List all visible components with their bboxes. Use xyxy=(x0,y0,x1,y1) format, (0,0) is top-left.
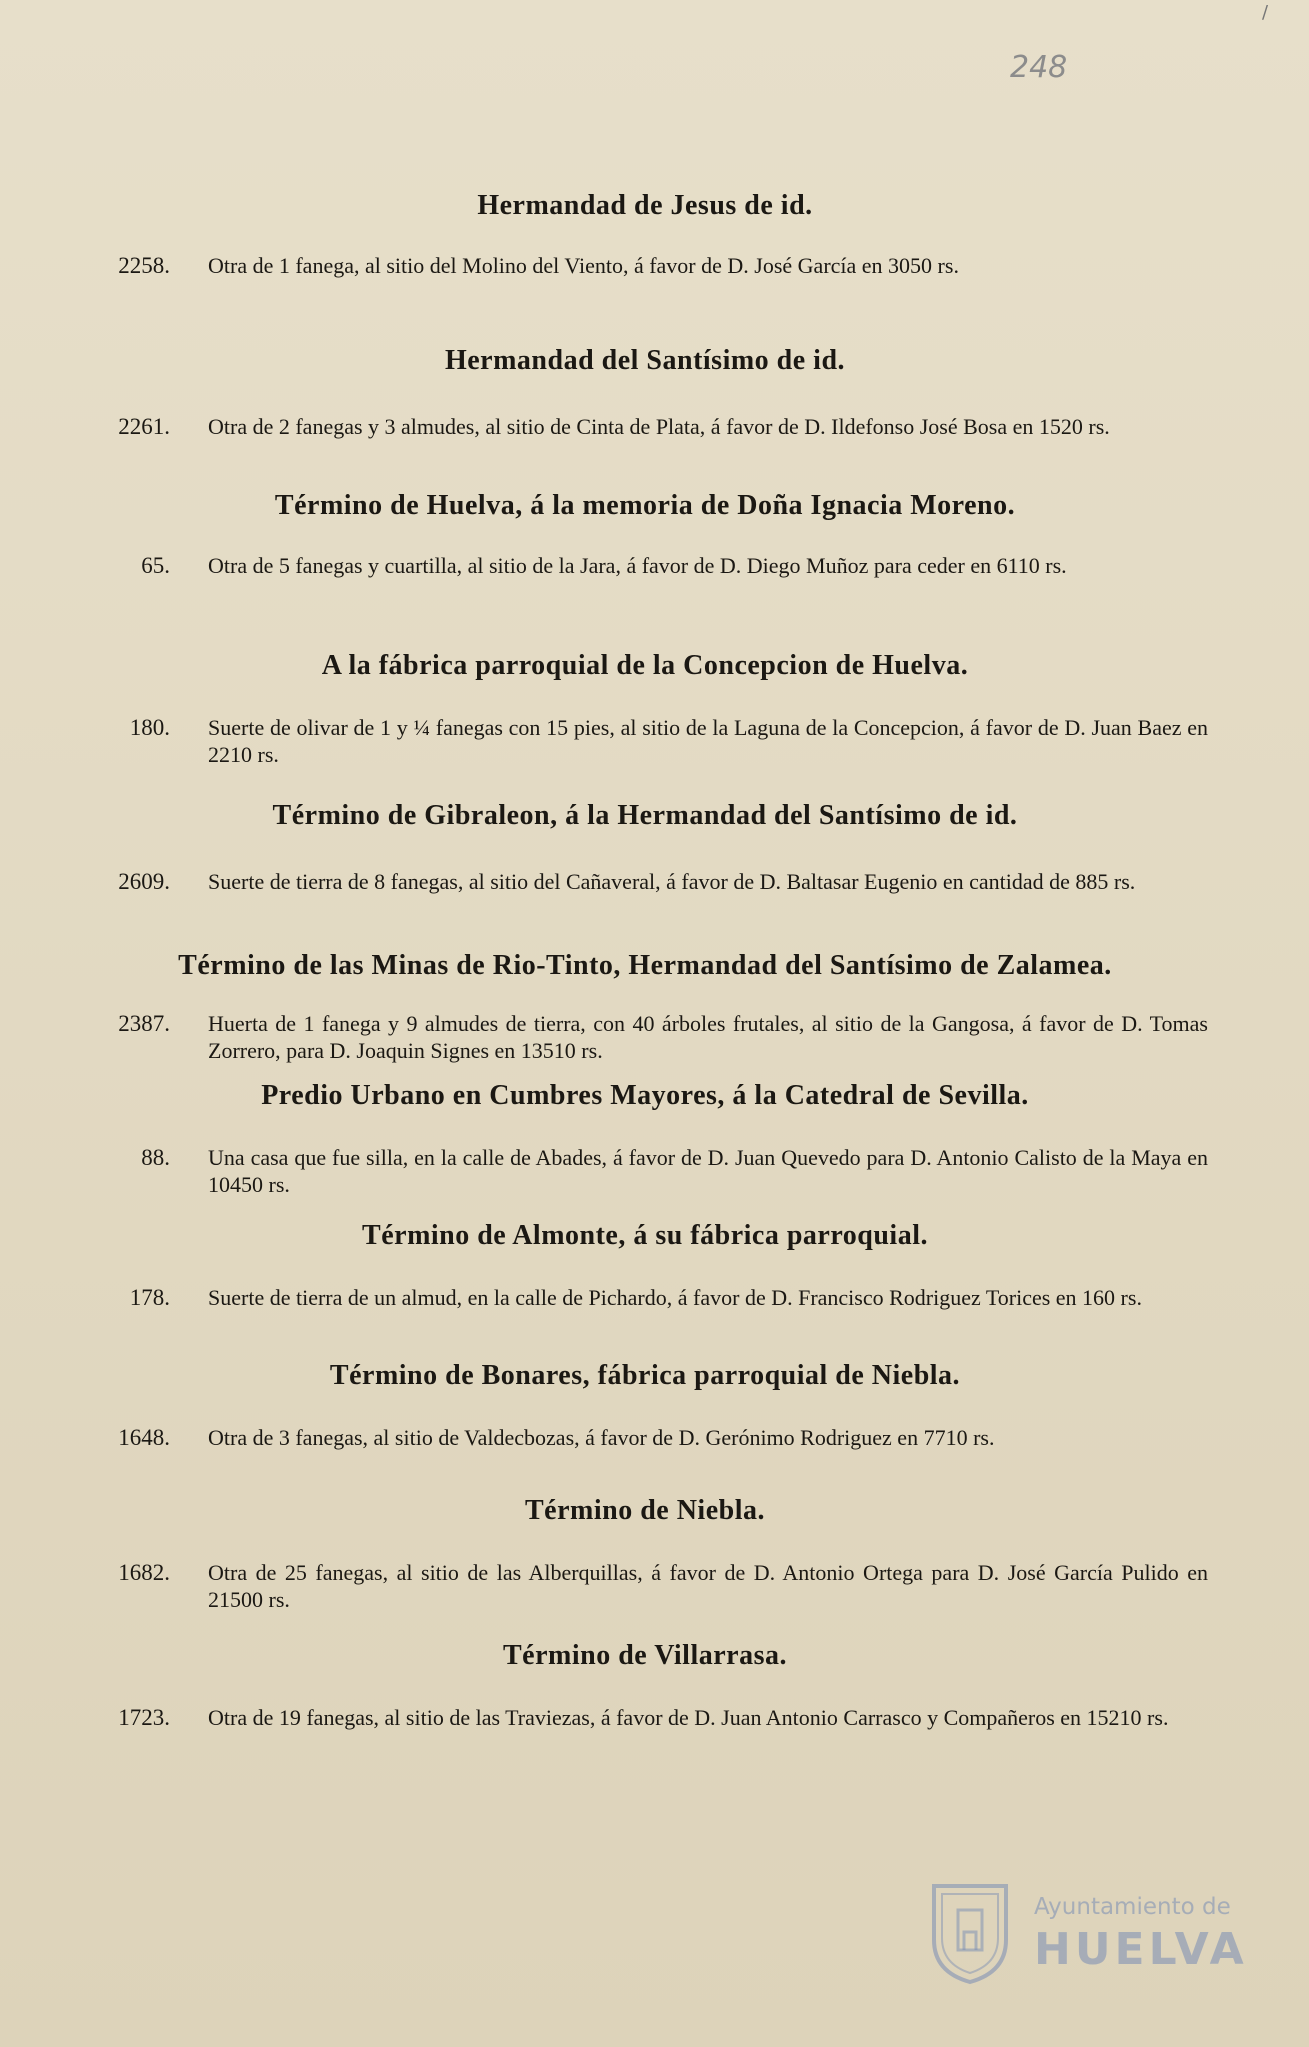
section-heading: A la fábrica parroquial de la Concepcion de Huelva. xyxy=(321,650,969,681)
entry-number: 178. xyxy=(129,1285,170,1310)
list-item xyxy=(80,1424,1208,1451)
section-heading: Hermandad de Jesus de id. xyxy=(477,190,813,221)
section-heading: Hermandad del Santísimo de id. xyxy=(444,345,846,376)
list-item xyxy=(80,714,1208,768)
entry-number: 2387. xyxy=(118,1011,170,1036)
entry-number: 2609. xyxy=(118,869,170,894)
entry-number: 1648. xyxy=(118,1425,170,1450)
entry-text: Suerte de tierra de un almud, en la calle de Pichardo, á favor de D. Francisco Rodriguez Torices en 160 rs. xyxy=(208,1285,1142,1310)
list-item xyxy=(80,1704,1208,1731)
list-item xyxy=(80,1010,1208,1064)
city-shield-icon xyxy=(928,1880,1012,1986)
watermark-line2: HUELVA xyxy=(1034,1924,1248,1975)
folio-number: 248 xyxy=(1010,50,1068,85)
entry-text: Otra de 19 fanegas, al sitio de las Traviezas, á favor de D. Juan Antonio Carrasco y Compañeros en 15210 rs. xyxy=(208,1705,1169,1730)
entry-text: Suerte de tierra de 8 fanegas, al sitio del Cañaveral, á favor de D. Baltasar Eugenio en cantidad de 885 rs. xyxy=(208,869,1136,894)
entry-number: 180. xyxy=(129,715,170,740)
section-heading: Término de las Minas de Rio-Tinto, Hermandad del Santísimo de Zalamea. xyxy=(178,950,1112,981)
entry-text: Otra de 1 fanega, al sitio del Molino del Viento, á favor de D. José García en 3050 rs. xyxy=(208,253,959,278)
section-heading: Término de Almonte, á su fábrica parroquial. xyxy=(362,1220,928,1251)
entry-number: 65. xyxy=(141,553,170,578)
entry-text: Una casa que fue silla, en la calle de Abades, á favor de D. Juan Quevedo para D. Antonio Calisto de la Maya en 10450 rs. xyxy=(208,1145,1208,1197)
watermark-line1: Ayuntamiento de xyxy=(1034,1894,1231,1920)
entry-text: Otra de 2 fanegas y 3 almudes, al sitio de Cinta de Plata, á favor de D. Ildefonso José Bosa en 1520 rs. xyxy=(208,414,1110,439)
entry-number: 88. xyxy=(141,1145,170,1170)
entry-text: Suerte de olivar de 1 y ¼ fanegas con 15 pies, al sitio de la Laguna de la Concepcion, á favor de D. Juan Baez en 2210 rs. xyxy=(208,715,1208,767)
list-item xyxy=(80,413,1208,440)
entry-text: Otra de 5 fanegas y cuartilla, al sitio de la Jara, á favor de D. Diego Muñoz para ceder en 6110 rs. xyxy=(208,553,1067,578)
entry-text: Huerta de 1 fanega y 9 almudes de tierra, con 40 árboles frutales, al sitio de la Gangosa, á favor de D. Tomas Zorrero, para D. Joaquin Signes en 13510 rs. xyxy=(208,1011,1208,1063)
list-item xyxy=(80,1284,1208,1311)
entry-number: 1723. xyxy=(118,1705,170,1730)
entry-number: 1682. xyxy=(118,1560,170,1585)
section-heading: Término de Bonares, fábrica parroquial de Niebla. xyxy=(329,1360,961,1391)
entry-text: Otra de 3 fanegas, al sitio de Valdecbozas, á favor de D. Gerónimo Rodriguez en 7710 rs. xyxy=(208,1425,995,1450)
list-item xyxy=(80,868,1208,895)
watermark-logo xyxy=(928,1880,1258,1990)
entry-number: 2261. xyxy=(118,414,170,439)
list-item xyxy=(80,1144,1208,1198)
section-heading: Término de Villarrasa. xyxy=(503,1640,787,1671)
entry-number: 2258. xyxy=(118,253,170,278)
corner-mark: / xyxy=(1262,2,1269,23)
section-heading: Término de Gibraleon, á la Hermandad del Santísimo de id. xyxy=(272,800,1018,831)
section-heading: Término de Huelva, á la memoria de Doña Ignacia Moreno. xyxy=(274,490,1016,521)
list-item xyxy=(80,252,1208,279)
entry-text: Otra de 25 fanegas, al sitio de las Alberquillas, á favor de D. Antonio Ortega para D. José García Pulido en 21500 rs. xyxy=(208,1560,1208,1612)
section-heading: Predio Urbano en Cumbres Mayores, á la Catedral de Sevilla. xyxy=(261,1080,1029,1111)
list-item xyxy=(80,1559,1208,1613)
section-heading: Término de Niebla. xyxy=(525,1495,765,1526)
list-item xyxy=(80,552,1208,579)
